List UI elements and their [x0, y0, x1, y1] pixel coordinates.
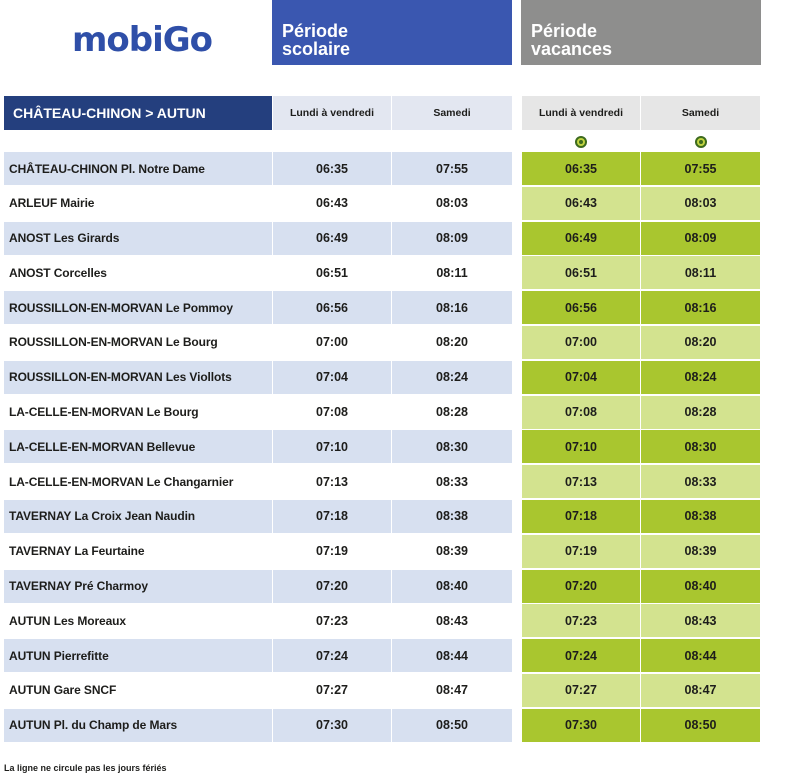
stop-name: ROUSSILLON-EN-MORVAN Le Pommoy — [4, 291, 272, 324]
time-holiday-weekday: 07:23 — [522, 604, 640, 637]
stop-name: LA-CELLE-EN-MORVAN Le Changarnier — [4, 465, 272, 498]
time-school-saturday: 08:50 — [392, 709, 512, 742]
time-school-saturday: 08:30 — [392, 430, 512, 463]
time-holiday-weekday: 07:27 — [522, 674, 640, 707]
stop-name: ANOST Corcelles — [4, 256, 272, 289]
time-school-weekday: 06:49 — [273, 222, 391, 255]
time-school-saturday: 08:28 — [392, 396, 512, 429]
time-school-saturday: 08:44 — [392, 639, 512, 672]
time-holiday-saturday: 08:39 — [641, 535, 760, 568]
time-school-weekday: 07:10 — [273, 430, 391, 463]
time-school-saturday: 08:03 — [392, 187, 512, 220]
table-row — [4, 604, 761, 637]
time-school-saturday: 08:16 — [392, 291, 512, 324]
time-holiday-weekday: 07:00 — [522, 326, 640, 359]
time-holiday-saturday: 08:09 — [641, 222, 760, 255]
time-holiday-saturday: 08:38 — [641, 500, 760, 533]
time-school-saturday: 08:09 — [392, 222, 512, 255]
col-holiday-saturday: Samedi — [641, 96, 760, 130]
table-row — [4, 674, 761, 707]
time-school-saturday: 07:55 — [392, 152, 512, 185]
time-holiday-weekday: 06:43 — [522, 187, 640, 220]
time-holiday-weekday: 07:24 — [522, 639, 640, 672]
stop-name: TAVERNAY La Croix Jean Naudin — [4, 500, 272, 533]
time-school-weekday: 06:56 — [273, 291, 391, 324]
table-row — [4, 465, 761, 498]
table-row — [4, 326, 761, 359]
stop-name: ARLEUF Mairie — [4, 187, 272, 220]
table-row — [4, 222, 761, 255]
stop-name: AUTUN Gare SNCF — [4, 674, 272, 707]
time-holiday-weekday: 07:04 — [522, 361, 640, 394]
time-holiday-weekday: 07:30 — [522, 709, 640, 742]
time-holiday-weekday: 07:19 — [522, 535, 640, 568]
time-holiday-saturday: 08:40 — [641, 570, 760, 603]
time-school-saturday: 08:20 — [392, 326, 512, 359]
time-school-saturday: 08:38 — [392, 500, 512, 533]
table-row — [4, 500, 761, 533]
time-holiday-saturday: 08:16 — [641, 291, 760, 324]
stop-name: AUTUN Pl. du Champ de Mars — [4, 709, 272, 742]
time-holiday-saturday: 08:24 — [641, 361, 760, 394]
phone-circle-icon — [695, 136, 707, 148]
time-school-weekday: 07:27 — [273, 674, 391, 707]
time-holiday-saturday: 08:33 — [641, 465, 760, 498]
time-school-weekday: 06:51 — [273, 256, 391, 289]
time-holiday-saturday: 08:11 — [641, 256, 760, 289]
stop-name: TAVERNAY Pré Charmoy — [4, 570, 272, 603]
time-holiday-saturday: 08:47 — [641, 674, 760, 707]
stop-name: ROUSSILLON-EN-MORVAN Les Viollots — [4, 361, 272, 394]
time-school-saturday: 08:47 — [392, 674, 512, 707]
time-school-saturday: 08:40 — [392, 570, 512, 603]
time-school-weekday: 07:00 — [273, 326, 391, 359]
mobigo-logo: mobiGo — [72, 20, 213, 60]
stop-name: AUTUN Pierrefitte — [4, 639, 272, 672]
time-school-saturday: 08:33 — [392, 465, 512, 498]
time-holiday-weekday: 07:18 — [522, 500, 640, 533]
table-row — [4, 570, 761, 603]
time-school-saturday: 08:43 — [392, 604, 512, 637]
time-school-weekday: 06:35 — [273, 152, 391, 185]
time-school-weekday: 07:23 — [273, 604, 391, 637]
table-row — [4, 361, 761, 394]
stop-name: CHÂTEAU-CHINON Pl. Notre Dame — [4, 152, 272, 185]
period-school-header: Période scolaire — [272, 0, 512, 65]
time-holiday-saturday: 08:43 — [641, 604, 760, 637]
table-row — [4, 291, 761, 324]
time-school-weekday: 07:13 — [273, 465, 391, 498]
time-school-weekday: 07:30 — [273, 709, 391, 742]
col-school-weekday: Lundi à vendredi — [273, 96, 391, 130]
time-school-saturday: 08:11 — [392, 256, 512, 289]
time-school-weekday: 07:20 — [273, 570, 391, 603]
time-school-saturday: 08:24 — [392, 361, 512, 394]
time-holiday-weekday: 06:49 — [522, 222, 640, 255]
col-school-saturday: Samedi — [392, 96, 512, 130]
table-row — [4, 430, 761, 463]
stop-name: LA-CELLE-EN-MORVAN Le Bourg — [4, 396, 272, 429]
route-title: CHÂTEAU-CHINON > AUTUN — [4, 96, 272, 130]
time-holiday-saturday: 08:28 — [641, 396, 760, 429]
col-holiday-weekday: Lundi à vendredi — [522, 96, 640, 130]
time-holiday-saturday: 08:20 — [641, 326, 760, 359]
time-holiday-weekday: 07:13 — [522, 465, 640, 498]
time-school-weekday: 07:19 — [273, 535, 391, 568]
footnote: La ligne ne circule pas les jours fériés — [4, 763, 167, 773]
stop-name: ROUSSILLON-EN-MORVAN Le Bourg — [4, 326, 272, 359]
time-holiday-weekday: 07:20 — [522, 570, 640, 603]
table-row — [4, 396, 761, 429]
time-school-weekday: 07:08 — [273, 396, 391, 429]
table-row — [4, 709, 761, 742]
table-row — [4, 535, 761, 568]
table-row — [4, 256, 761, 289]
time-holiday-weekday: 06:51 — [522, 256, 640, 289]
time-holiday-weekday: 06:35 — [522, 152, 640, 185]
time-holiday-saturday: 08:44 — [641, 639, 760, 672]
stop-name: ANOST Les Girards — [4, 222, 272, 255]
stop-name: TAVERNAY La Feurtaine — [4, 535, 272, 568]
time-school-weekday: 07:18 — [273, 500, 391, 533]
time-holiday-saturday: 08:03 — [641, 187, 760, 220]
time-holiday-saturday: 08:30 — [641, 430, 760, 463]
table-row — [4, 152, 761, 185]
table-row — [4, 187, 761, 220]
table-row — [4, 639, 761, 672]
phone-circle-icon — [575, 136, 587, 148]
time-school-weekday: 06:43 — [273, 187, 391, 220]
period-holidays-header: Période vacances — [521, 0, 761, 65]
time-holiday-weekday: 06:56 — [522, 291, 640, 324]
time-school-weekday: 07:04 — [273, 361, 391, 394]
time-holiday-saturday: 08:50 — [641, 709, 760, 742]
timetable — [4, 152, 761, 744]
time-school-saturday: 08:39 — [392, 535, 512, 568]
time-holiday-weekday: 07:08 — [522, 396, 640, 429]
time-school-weekday: 07:24 — [273, 639, 391, 672]
time-holiday-saturday: 07:55 — [641, 152, 760, 185]
time-holiday-weekday: 07:10 — [522, 430, 640, 463]
stop-name: LA-CELLE-EN-MORVAN Bellevue — [4, 430, 272, 463]
stop-name: AUTUN Les Moreaux — [4, 604, 272, 637]
